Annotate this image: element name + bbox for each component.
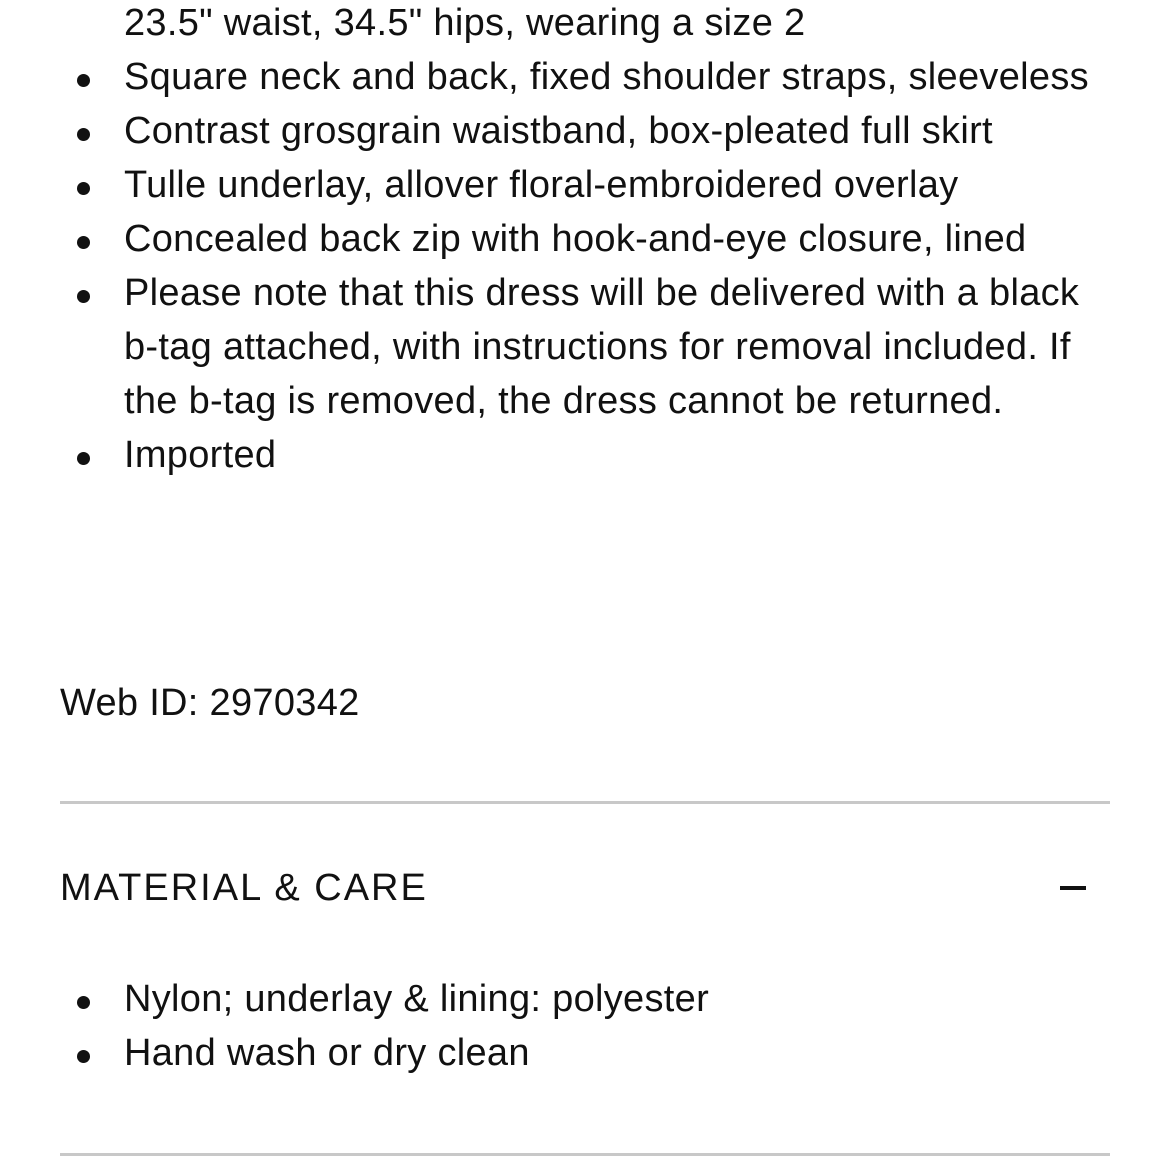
list-item-text: Hand wash or dry clean bbox=[124, 1032, 530, 1074]
details-list bbox=[60, 0, 1110, 482]
list-item bbox=[60, 972, 1110, 1026]
bullet-icon bbox=[77, 182, 90, 195]
list-item bbox=[60, 50, 1110, 104]
list-item bbox=[60, 212, 1110, 266]
bullet-icon bbox=[77, 996, 90, 1009]
material-care-list bbox=[60, 972, 1110, 1080]
bullet-icon bbox=[77, 452, 90, 465]
bullet-icon bbox=[77, 128, 90, 141]
list-item bbox=[60, 158, 1110, 212]
bullet-icon bbox=[77, 290, 90, 303]
bullet-icon bbox=[77, 1050, 90, 1063]
material-care-accordion-header[interactable] bbox=[60, 858, 1110, 918]
minus-icon[interactable] bbox=[1060, 886, 1086, 890]
list-item-text: Square neck and back, fixed shoulder straps, sleeveless bbox=[124, 56, 1089, 98]
list-item-text: Please note that this dress will be delivered with a black b-tag attached, with instructions for removal included. If the b-tag is removed, the dress cannot be returned. bbox=[124, 272, 1080, 422]
list-item bbox=[60, 104, 1110, 158]
list-item bbox=[60, 428, 1110, 482]
list-item-text: Concealed back zip with hook-and-eye closure, lined bbox=[124, 218, 1027, 260]
section-title: MATERIAL & CARE bbox=[60, 866, 428, 909]
list-item bbox=[60, 266, 1110, 428]
list-item bbox=[60, 1026, 1110, 1080]
list-item-text: Imported bbox=[124, 434, 277, 476]
bullet-icon bbox=[77, 236, 90, 249]
list-item-text: Nylon; underlay & lining: polyester bbox=[124, 978, 710, 1020]
list-item-text: Tulle underlay, allover floral-embroidered overlay bbox=[124, 164, 959, 206]
web-id: Web ID: 2970342 bbox=[60, 682, 360, 724]
section-divider bbox=[60, 801, 1110, 804]
list-item-text: 23.5" waist, 34.5" hips, wearing a size 2 bbox=[124, 2, 806, 44]
bullet-icon bbox=[77, 74, 90, 87]
list-item-continued bbox=[60, 0, 1110, 50]
list-item-text: Contrast grosgrain waistband, box-pleated full skirt bbox=[124, 110, 993, 152]
section-divider bbox=[60, 1153, 1110, 1156]
